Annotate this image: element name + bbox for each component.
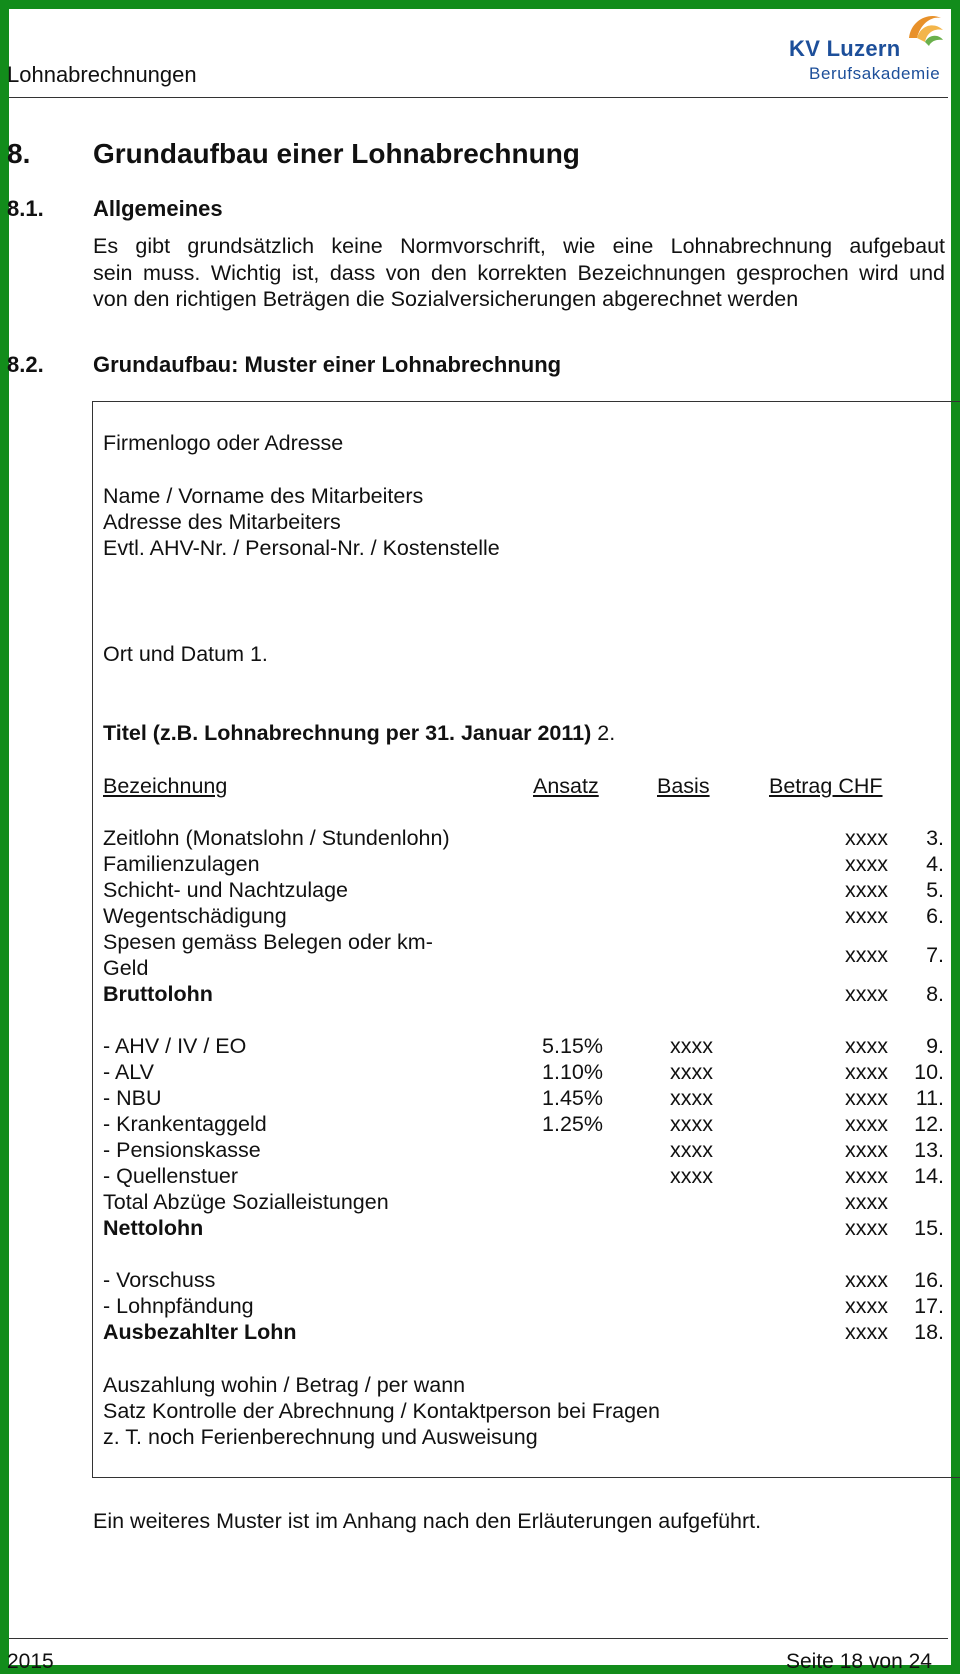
subsection-1-number: 8.1. [7, 196, 44, 221]
subsection-2-title: Grundaufbau: Muster einer Lohnabrechnung [93, 352, 562, 377]
ort-datum: Ort und Datum 1. [103, 642, 268, 666]
row-label: - Krankentaggeld [103, 1112, 267, 1136]
nettolohn-label: Nettolohn [103, 1216, 204, 1240]
nettolohn-betrag: xxxx [845, 1216, 888, 1240]
total-abzuege-label: Total Abzüge Sozialleistungen [103, 1190, 389, 1214]
muster-title-number: 2. [597, 721, 616, 745]
muster-title-text: Titel (z.B. Lohnabrechnung per 31. Januar 2011) [103, 721, 592, 745]
ausbezahlt-number: 18. [914, 1320, 944, 1344]
ausbezahlt-betrag: xxxx [845, 1320, 888, 1344]
row-number: 6. [926, 904, 944, 928]
row-label: - Quellenstuer [103, 1164, 239, 1188]
bruttolohn-label: Bruttolohn [103, 982, 213, 1006]
paragraph-line: von den richtigen Beträgen die Sozialversicherungen abgerechnet werden [93, 287, 799, 311]
row-betrag: xxxx [845, 1086, 888, 1110]
note-line: z. T. noch Ferienberechnung und Ausweisung [103, 1425, 538, 1449]
footer-rule [9, 1638, 948, 1639]
row-betrag: xxxx [845, 904, 888, 928]
row-betrag: xxxx [845, 1138, 888, 1162]
col-ansatz: Ansatz [533, 774, 599, 798]
row-basis: xxxx [670, 1086, 713, 1110]
paragraph-line: sein muss. Wichtig ist, dass von den korrekten Bezeichnungen gesprochen wird und [93, 260, 945, 285]
header-rule [9, 97, 948, 98]
row-label: - NBU [103, 1086, 162, 1110]
employee-ids: Evtl. AHV-Nr. / Personal-Nr. / Kostenstelle [103, 536, 500, 560]
nettolohn-number: 15. [914, 1216, 944, 1240]
row-label: - Lohnpfändung [103, 1294, 254, 1318]
col-basis: Basis [657, 774, 710, 798]
col-bezeichnung: Bezeichnung [103, 774, 228, 798]
row-betrag: xxxx [845, 1112, 888, 1136]
total-abzuege-betrag: xxxx [845, 1190, 888, 1214]
header-title: Lohnabrechnungen [7, 62, 197, 87]
row-number: 12. [914, 1112, 944, 1136]
firmenlogo-text: Firmenlogo oder Adresse [103, 431, 344, 455]
row-betrag: xxxx [845, 943, 888, 967]
row-label: - Pensionskasse [103, 1138, 261, 1162]
section-number: 8. [7, 138, 31, 169]
subsection-2-number: 8.2. [7, 352, 44, 377]
row-label: - ALV [103, 1060, 154, 1084]
section-title: Grundaufbau einer Lohnabrechnung [93, 138, 580, 169]
row-basis: xxxx [670, 1060, 713, 1084]
logo-name: KV Luzern [789, 36, 901, 61]
row-betrag: xxxx [845, 878, 888, 902]
row-label: Zeitlohn (Monatslohn / Stundenlohn) [103, 826, 450, 850]
ausbezahlt-label: Ausbezahlter Lohn [103, 1320, 297, 1344]
row-betrag: xxxx [845, 826, 888, 850]
row-number: 11. [915, 1086, 944, 1110]
row-ansatz: 5.15% [542, 1034, 603, 1058]
row-ansatz: 1.25% [542, 1112, 603, 1136]
row-number: 3. [926, 826, 944, 850]
row-basis: xxxx [670, 1034, 713, 1058]
bruttolohn-number: 8. [926, 982, 944, 1006]
row-number: 7. [926, 943, 944, 967]
row-number: 16. [914, 1268, 944, 1292]
row-ansatz: 1.10% [542, 1060, 603, 1084]
row-label: Schicht- und Nachtzulage [103, 878, 349, 902]
row-betrag: xxxx [845, 1164, 888, 1188]
logo-subtitle: Berufsakademie [809, 64, 941, 83]
row-label: Spesen gemäss Belegen oder km- [103, 930, 433, 954]
col-betrag: Betrag CHF [769, 774, 883, 798]
subsection-1-title: Allgemeines [93, 196, 223, 221]
row-label: Wegentschädigung [103, 904, 287, 928]
closing-sentence: Ein weiteres Muster ist im Anhang nach den Erläuterungen aufgeführt. [93, 1509, 762, 1533]
row-betrag: xxxx [845, 852, 888, 876]
bruttolohn-betrag: xxxx [845, 982, 888, 1006]
row-betrag: xxxx [845, 1294, 888, 1318]
muster-title [103, 721, 615, 746]
row-number: 4. [926, 852, 944, 876]
footer-page-number: Seite 18 von 24 [786, 1650, 932, 1673]
footer-year: 2015 [7, 1650, 54, 1673]
kv-luzern-swirl-icon [903, 8, 945, 50]
employee-address: Adresse des Mitarbeiters [103, 510, 341, 534]
row-number: 10. [914, 1060, 944, 1084]
row-basis: xxxx [670, 1138, 713, 1162]
row-number: 17. [914, 1294, 944, 1318]
row-betrag: xxxx [845, 1034, 888, 1058]
row-betrag: xxxx [845, 1060, 888, 1084]
paragraph-line: Es gibt grundsätzlich keine Normvorschrift, wie eine Lohnabrechnung aufgebaut [93, 234, 945, 258]
row-ansatz: 1.45% [542, 1086, 603, 1110]
note-line: Auszahlung wohin / Betrag / per wann [103, 1373, 466, 1397]
row-label: - Vorschuss [103, 1268, 216, 1292]
row-basis: xxxx [670, 1164, 713, 1188]
row-number: 9. [926, 1034, 944, 1058]
row-label: Geld [103, 956, 149, 980]
row-label: - AHV / IV / EO [103, 1034, 247, 1058]
allgemeines-paragraph [93, 233, 945, 313]
note-line: Satz Kontrolle der Abrechnung / Kontaktperson bei Fragen [103, 1399, 660, 1423]
kv-luzern-logo [785, 8, 945, 86]
row-basis: xxxx [670, 1112, 713, 1136]
employee-name: Name / Vorname des Mitarbeiters [103, 484, 424, 508]
row-number: 14. [914, 1164, 944, 1188]
row-betrag: xxxx [845, 1268, 888, 1292]
row-label: Familienzulagen [103, 852, 260, 876]
row-number: 5. [926, 878, 944, 902]
row-number: 13. [914, 1138, 944, 1162]
